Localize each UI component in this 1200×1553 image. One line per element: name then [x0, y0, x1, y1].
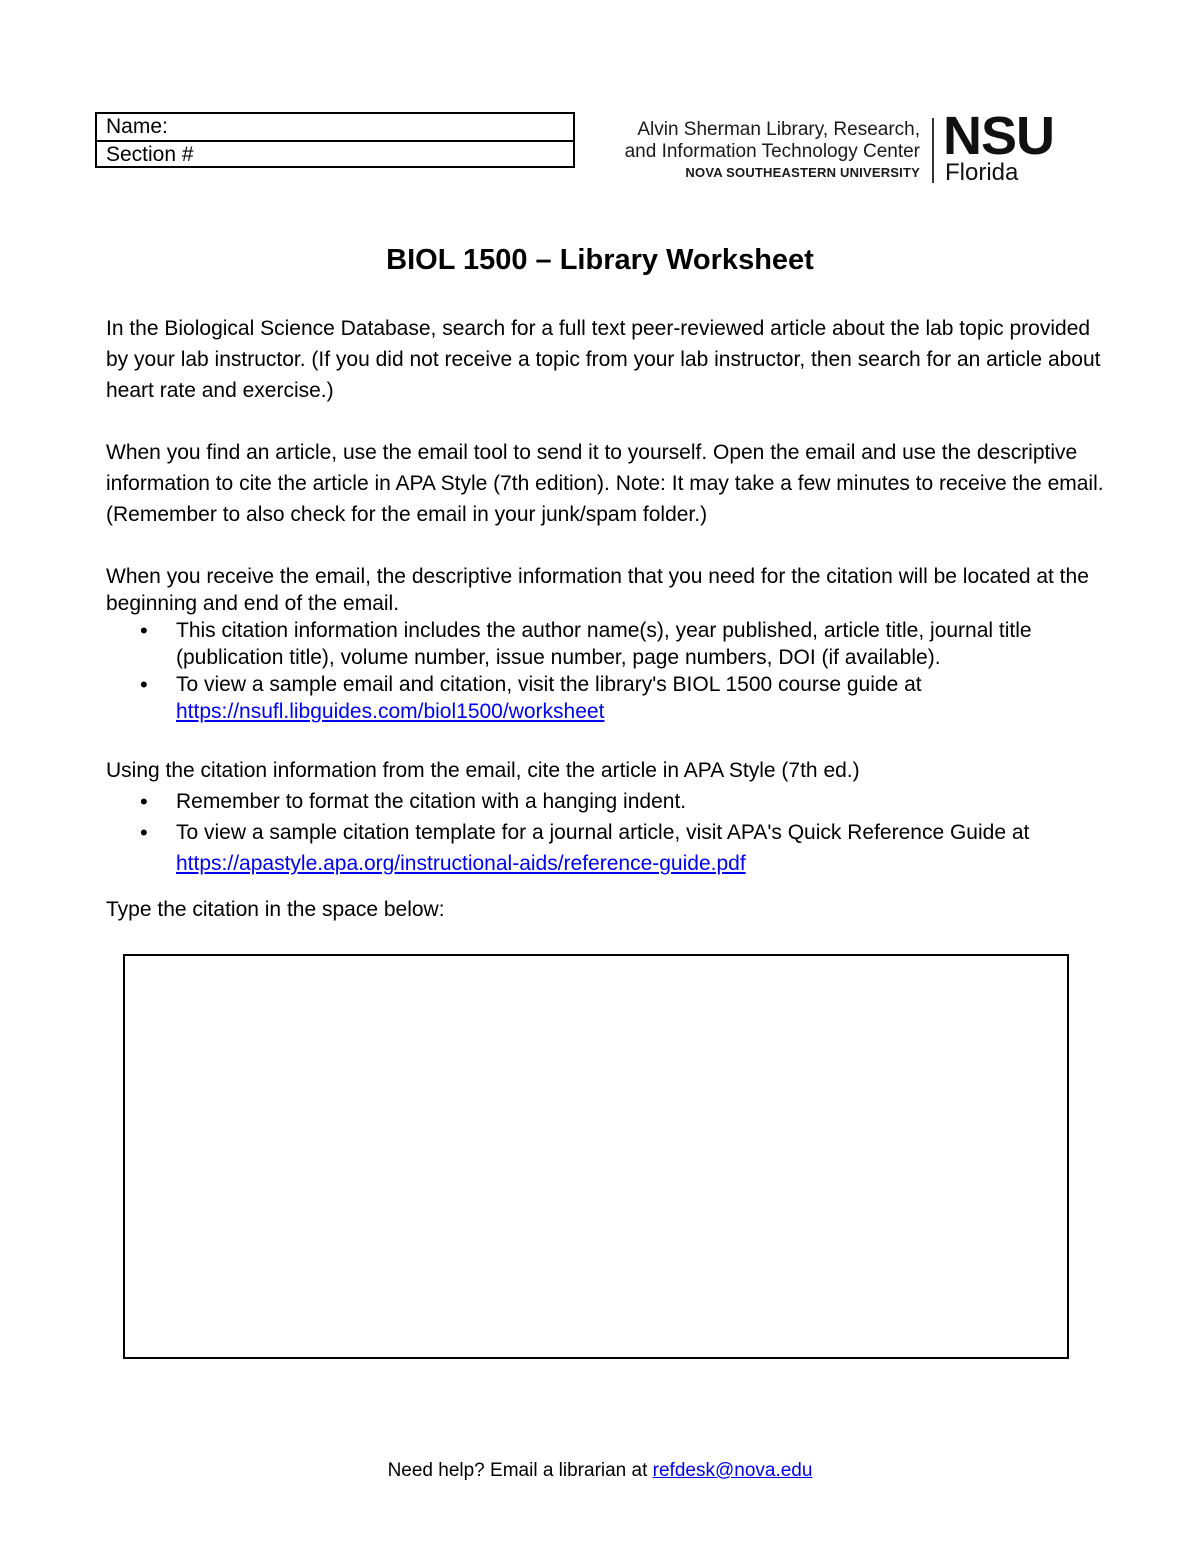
nsu-wordmark: NSU — [943, 106, 1055, 166]
student-info-table — [95, 112, 575, 168]
list-item — [140, 671, 1100, 725]
libguides-link[interactable]: https://nsufl.libguides.com/biol1500/worksheet — [176, 700, 605, 723]
page-title: BIOL 1500 – Library Worksheet — [386, 244, 814, 276]
footer-text: Need help? Email a librarian at — [387, 1460, 648, 1481]
bullet-sample-email: To view a sample email and citation, visit the library's BIOL 1500 course guide at — [176, 673, 922, 696]
section-label: Section # — [106, 143, 194, 166]
nsu-florida: Florida — [945, 159, 1019, 186]
receive-paragraph: When you receive the email, the descriptive information that you need for the citation will be located at the beginning and end of the email. — [106, 565, 1089, 615]
format-list — [140, 786, 1100, 879]
email-paragraph: When you find an article, use the email tool to send it to yourself. Open the email and use the descriptive information to cite the article in APA Style (7th edition). Note: It may take a few minutes to receive the email. (Remember to also check for the email in your junk/spam folder.) — [106, 441, 1104, 526]
logo-divider — [932, 118, 934, 183]
citation-info-list — [140, 617, 1100, 725]
list-item — [140, 786, 1100, 817]
type-citation-instruction: Type the citation in the space below: — [106, 898, 445, 921]
apa-guide-link[interactable]: https://apastyle.apa.org/instructional-aids/reference-guide.pdf — [176, 852, 746, 875]
bullet-hanging-indent: Remember to format the citation with a hanging indent. — [176, 790, 687, 813]
footer — [0, 1459, 1200, 1483]
name-label: Name: — [106, 115, 168, 138]
bullet-apa-guide: To view a sample citation template for a journal article, visit APA's Quick Reference Guide at — [176, 821, 1030, 844]
logo-line-1: Alvin Sherman Library, Research, — [637, 119, 920, 140]
library-logo-text — [625, 119, 920, 183]
intro-paragraph: In the Biological Science Database, search for a full text peer-reviewed article about the lab topic provided by your lab instructor. (If you did not receive a topic from your lab instructor, then search for an article about heart rate and exercise.) — [106, 317, 1101, 402]
name-field[interactable] — [97, 114, 573, 140]
using-paragraph: Using the citation information from the email, cite the article in APA Style (7th ed.) — [106, 759, 860, 782]
list-item — [140, 617, 1100, 671]
refdesk-email-link[interactable]: refdesk@nova.edu — [652, 1460, 813, 1481]
list-item — [140, 817, 1100, 879]
logo-line-3: NOVA SOUTHEASTERN UNIVERSITY — [685, 165, 920, 180]
section-field[interactable] — [97, 140, 573, 166]
logo-line-2: and Information Technology Center — [624, 141, 920, 162]
citation-input-box[interactable] — [123, 954, 1069, 1359]
bullet-citation-info: This citation information includes the author name(s), year published, article title, journal title (publication title), volume number, issue number, page numbers, DOI (if available). — [176, 619, 1032, 669]
